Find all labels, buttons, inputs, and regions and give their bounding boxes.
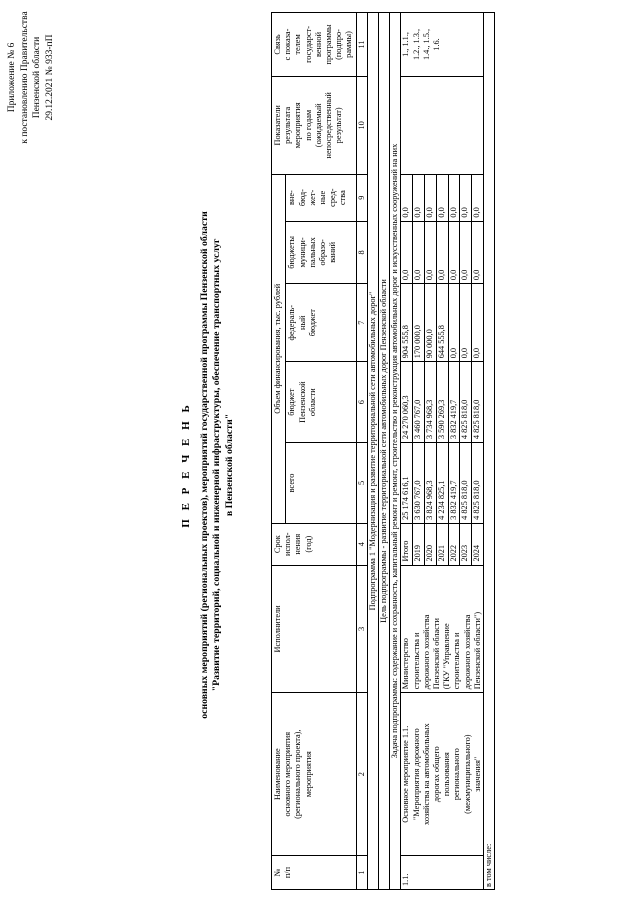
total-cell: 4 825 818,0	[472, 443, 484, 524]
header-text: Наименование	[273, 748, 282, 801]
subprogram-row	[367, 13, 378, 890]
header-regional	[286, 362, 356, 443]
total-cell: 3 824 968,3	[425, 443, 437, 524]
cell-text: (межмуниципального)	[462, 734, 472, 814]
title-line: в Пензенской области"	[223, 413, 235, 517]
offbudget-cell: 0,0	[436, 174, 448, 221]
header-text: по годам	[303, 109, 313, 141]
header-text: сред-	[328, 188, 338, 207]
total-cell: 3 832 419,7	[448, 443, 460, 524]
column-number-row	[356, 13, 367, 890]
total-cell: 25 174 616,1	[401, 443, 413, 524]
column-number: 4	[356, 523, 367, 565]
cell-text: дорожного хозяйства	[462, 614, 472, 690]
year-cell: 2024	[472, 523, 484, 565]
header-text: Связь	[273, 34, 282, 55]
header-text: государст-	[303, 26, 313, 63]
municipal-cell: 0,0	[401, 221, 413, 284]
cell-text: 1.6.	[432, 38, 442, 51]
cell-text: (ГКУ "Управление	[442, 623, 452, 690]
federal-cell: 170 000,0	[413, 284, 425, 362]
cell-text: дорожного хозяйства	[421, 614, 431, 690]
header-text: с показа-	[283, 28, 293, 61]
header-text: мероприятия	[303, 751, 313, 798]
header-text: результат)	[334, 107, 344, 144]
regional-cell: 4 825 818,0	[460, 362, 472, 443]
measures-table	[271, 12, 495, 890]
appendix-line: 29.12.2021 № 933-пП	[44, 34, 55, 121]
year-cell: 2020	[425, 523, 437, 565]
header-num	[272, 856, 357, 890]
header-text: федераль-	[287, 304, 297, 341]
header-text: муници-	[297, 237, 307, 268]
year-cell: Итого	[401, 523, 413, 565]
header-text: испол-	[283, 532, 293, 556]
year-cell: 2023	[460, 523, 472, 565]
federal-cell: 0,0	[472, 284, 484, 362]
subprogram-task: Задача подпрограммы: содержание и сохранность, капитальный ремонт и ремонт, строительство и реконструкция автомобильных дорог и искусственных сооружений на них	[390, 13, 401, 890]
column-number: 7	[356, 284, 367, 362]
cell-text: 1.2., 1.3.,	[411, 28, 421, 61]
header-offbudget	[286, 174, 356, 221]
total-cell: 4 825 818,0	[460, 443, 472, 524]
header-financing: Объем финансирования, тыс. рублей	[272, 174, 286, 523]
column-number: 3	[356, 565, 367, 693]
header-text: нения	[293, 533, 303, 555]
federal-cell: 644 555,8	[436, 284, 448, 362]
header-text: ства	[338, 190, 348, 206]
appendix-line: Пензенской области	[32, 36, 42, 119]
header-text: вне-	[287, 190, 297, 206]
header-text: бюджеты	[287, 235, 297, 269]
task-row	[390, 13, 401, 890]
document-title	[180, 65, 236, 865]
municipal-cell: 0,0	[425, 221, 437, 284]
cell-text: дорогах общего	[432, 746, 442, 803]
municipal-cell: 0,0	[436, 221, 448, 284]
column-number: 6	[356, 362, 367, 443]
federal-cell: 90 000,0	[425, 284, 437, 362]
title-word: П Е Р Е Ч Е Н Ь	[180, 402, 192, 528]
offbudget-cell: 0,0	[401, 174, 413, 221]
row-executor	[401, 565, 484, 693]
title-line: основных мероприятий (региональных проектов), мероприятий государственной программы Пензенской области	[198, 211, 210, 719]
column-number: 5	[356, 443, 367, 524]
header-text: непосредственный	[324, 92, 334, 159]
appendix-line: к постановлению Правительства	[19, 11, 30, 144]
cell-text: хозяйства на автомобильных	[421, 723, 431, 826]
total-cell: 3 630 767,0	[413, 443, 425, 524]
year-cell: 2022	[448, 523, 460, 565]
appendix-header	[6, 10, 56, 145]
column-number: 9	[356, 174, 367, 221]
cell-text: пользования	[442, 752, 452, 797]
title-line: "Развитие территорий, социальной и инженерной инфраструктуры, обеспечение транспортных услуг	[211, 238, 222, 692]
cell-text: "Мероприятия дорожного	[411, 728, 421, 820]
cell-text: Пензенской области	[432, 618, 442, 690]
header-text: (регионального проекта),	[293, 729, 303, 819]
column-number: 1	[356, 856, 367, 890]
header-text: бюд-	[297, 189, 307, 207]
header-term	[272, 523, 357, 565]
cell-text: Основное мероприятие 1.1.	[401, 725, 411, 823]
header-text: пальных	[307, 237, 317, 268]
cell-text: регионального	[452, 748, 462, 801]
row-measure-name	[401, 693, 484, 856]
row-num: 1.1.	[401, 856, 484, 890]
offbudget-cell: 0,0	[460, 174, 472, 221]
header-row	[272, 13, 286, 890]
header-text: п/п	[283, 866, 293, 879]
year-cell: 2019	[413, 523, 425, 565]
header-text: результата	[283, 106, 293, 144]
federal-cell: 0,0	[448, 284, 460, 362]
table-row	[401, 13, 413, 890]
header-text: жет-	[307, 189, 317, 206]
header-text: Пензенской	[297, 381, 307, 423]
header-text: раммы)	[344, 31, 354, 58]
offbudget-cell: 0,0	[413, 174, 425, 221]
regional-cell: 3 590 269,3	[436, 362, 448, 443]
offbudget-cell: 0,0	[472, 174, 484, 221]
header-text: Показатели	[273, 105, 282, 146]
header-indicators	[272, 76, 357, 174]
header-federal	[286, 284, 356, 362]
year-cell: 2021	[436, 523, 448, 565]
header-text: №	[273, 868, 282, 877]
header-text: венной	[313, 31, 323, 57]
cell-text: Пензенской области")	[472, 611, 482, 690]
header-text: области	[307, 388, 317, 417]
regional-cell: 3 734 968,3	[425, 362, 437, 443]
header-text: мероприятия	[293, 102, 303, 149]
header-text: программы	[324, 24, 334, 65]
federal-cell: 0,0	[460, 284, 472, 362]
cell-text: строительства и	[411, 632, 421, 690]
cell-text: значения"	[472, 756, 482, 792]
header-text: ваний	[328, 241, 338, 263]
including-row	[484, 13, 495, 890]
offbudget-cell: 0,0	[425, 174, 437, 221]
header-text: ный	[297, 315, 307, 330]
regional-cell: 4 825 818,0	[472, 362, 484, 443]
subprogram-goal: Цель подпрограммы - развитие территориальной сети автомобильных дорог Пензенской области	[379, 13, 390, 890]
header-total: всего	[286, 443, 356, 524]
subprogram-title: Подпрограмма 1 "Модернизация и развитие территориальной сети автомобильных дорог"	[367, 13, 378, 890]
including-label: в том числе:	[484, 13, 495, 890]
municipal-cell: 0,0	[413, 221, 425, 284]
column-number: 2	[356, 693, 367, 856]
municipal-cell: 0,0	[472, 221, 484, 284]
header-text: телем	[293, 34, 303, 55]
regional-cell: 3 832 419,7	[448, 362, 460, 443]
header-text: бюджет	[287, 388, 297, 416]
cell-text: строительства и	[452, 632, 462, 690]
header-text: бюджет	[307, 309, 317, 337]
federal-cell: 904 555,8	[401, 284, 413, 362]
link-cell	[401, 13, 484, 77]
cell-text: Министерство	[401, 638, 411, 690]
offbudget-cell: 0,0	[448, 174, 460, 221]
header-name	[272, 693, 357, 856]
header-text: (ожидаемый	[313, 103, 323, 148]
header-text: образо-	[318, 239, 328, 266]
regional-cell: 24 270 060,3	[401, 362, 413, 443]
header-text: основного мероприятия	[283, 731, 293, 817]
municipal-cell: 0,0	[448, 221, 460, 284]
header-text: Срок	[273, 535, 282, 554]
column-number: 11	[356, 13, 367, 77]
header-text: (год)	[303, 535, 313, 553]
column-number: 8	[356, 221, 367, 284]
header-text: ные	[318, 190, 328, 205]
regional-cell: 3 460 767,0	[413, 362, 425, 443]
appendix-line: Приложение № 6	[7, 42, 17, 113]
cell-text: 1., 1.1.,	[401, 32, 411, 57]
municipal-cell: 0,0	[460, 221, 472, 284]
header-executors: Исполнители	[272, 565, 357, 693]
indicators-cell	[401, 76, 484, 174]
header-text: (подпро-	[334, 29, 344, 60]
column-number: 10	[356, 76, 367, 174]
header-municipal	[286, 221, 356, 284]
goal-row	[379, 13, 390, 890]
header-link	[272, 13, 357, 77]
cell-text: 1.4., 1.5.,	[421, 28, 431, 61]
total-cell: 4 234 825,1	[436, 443, 448, 524]
